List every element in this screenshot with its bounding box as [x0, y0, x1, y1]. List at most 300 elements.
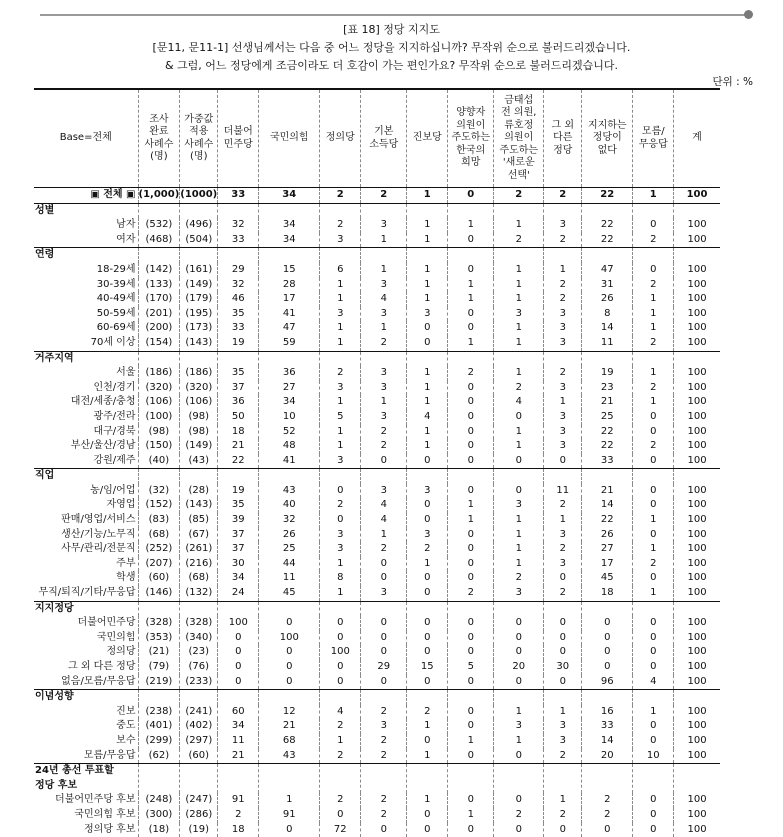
sample-count: (201)	[138, 307, 180, 322]
value-cell: 3	[361, 218, 407, 233]
empty-cell	[633, 248, 674, 263]
row-label: 더불어민주당 후보	[55, 794, 136, 806]
value-cell: 2	[218, 808, 259, 823]
empty-cell	[180, 203, 218, 218]
value-cell: 0	[259, 645, 320, 660]
value-cell: 0	[633, 454, 674, 469]
sample-count: (300)	[138, 808, 180, 823]
value-cell: 22	[582, 439, 633, 454]
value-cell: 0	[259, 675, 320, 690]
value-cell: 36	[218, 395, 259, 410]
value-cell: 3	[544, 557, 582, 572]
value-cell: 36	[259, 366, 320, 381]
empty-cell	[259, 764, 320, 794]
value-cell: 100	[674, 425, 720, 440]
empty-cell	[448, 764, 494, 794]
value-cell: 100	[674, 749, 720, 764]
value-cell: 0	[448, 793, 494, 808]
row-label: 정의당	[106, 646, 136, 658]
value-cell: 41	[259, 307, 320, 322]
weighted-count: (68)	[180, 571, 218, 586]
empty-cell	[582, 203, 633, 218]
table-row	[34, 734, 720, 749]
value-cell: 26	[259, 528, 320, 543]
empty-cell	[407, 601, 448, 616]
column-header: 더불어 민주당	[218, 89, 259, 188]
value-cell: 2	[544, 498, 582, 513]
value-cell: 3	[320, 381, 361, 396]
empty-cell	[138, 601, 180, 616]
row-label: 생산/기능/노무직	[61, 528, 136, 540]
weighted-count: (149)	[180, 278, 218, 293]
value-cell: 100	[674, 336, 720, 351]
empty-cell	[582, 469, 633, 484]
sample-count: (207)	[138, 557, 180, 572]
value-cell: 35	[218, 307, 259, 322]
value-cell: 24	[218, 586, 259, 601]
value-cell: 2	[361, 542, 407, 557]
value-cell: 11	[218, 734, 259, 749]
empty-cell	[361, 351, 407, 366]
value-cell: 33	[218, 321, 259, 336]
value-cell: 0	[218, 645, 259, 660]
value-cell: 3	[544, 381, 582, 396]
value-cell: 3	[361, 410, 407, 425]
weighted-count: (286)	[180, 808, 218, 823]
empty-cell	[633, 690, 674, 705]
table-row	[34, 454, 720, 469]
row-label: 그 외 다른 정당	[68, 661, 136, 672]
value-cell: 8	[582, 307, 633, 322]
value-cell: 0	[407, 645, 448, 660]
unit-label: 단위 : %	[712, 76, 753, 88]
sample-count: (142)	[138, 263, 180, 278]
value-cell: 100	[674, 366, 720, 381]
value-cell: 2	[320, 366, 361, 381]
column-header: 양향자 의원이 주도하는 한국의 희망	[448, 89, 494, 188]
value-cell: 0	[320, 631, 361, 646]
value-cell: 1	[494, 292, 544, 307]
value-cell: 100	[674, 616, 720, 631]
value-cell: 91	[218, 793, 259, 808]
value-cell: 100	[674, 645, 720, 660]
value-cell: 2	[633, 439, 674, 454]
weighted-count: (241)	[180, 705, 218, 720]
row-label: 더불어민주당	[77, 617, 136, 629]
table-row	[34, 513, 720, 528]
sample-count: (328)	[138, 616, 180, 631]
value-cell: 29	[218, 263, 259, 278]
value-cell: 26	[582, 528, 633, 543]
sample-count: (146)	[138, 586, 180, 601]
value-cell: 21	[582, 484, 633, 499]
weighted-count: (186)	[180, 366, 218, 381]
value-cell: 1	[633, 705, 674, 720]
value-cell: 22	[582, 233, 633, 248]
empty-cell	[138, 351, 180, 366]
weighted-count: (98)	[180, 410, 218, 425]
value-cell: 0	[259, 660, 320, 675]
group-title: 이념성향	[34, 690, 138, 705]
row-label: 대전/세종/충청	[70, 396, 136, 408]
value-cell: 1	[407, 278, 448, 293]
empty-cell	[259, 203, 320, 218]
value-cell: 100	[320, 645, 361, 660]
value-cell: 25	[582, 410, 633, 425]
row-label: 학생	[116, 572, 136, 584]
empty-cell	[218, 601, 259, 616]
value-cell: 0	[448, 188, 494, 204]
group-header-row	[34, 469, 720, 484]
value-cell: 1	[320, 734, 361, 749]
weighted-count: (19)	[180, 823, 218, 837]
sample-count: (1,000)	[138, 188, 180, 204]
value-cell: 22	[582, 218, 633, 233]
value-cell: 2	[633, 557, 674, 572]
value-cell: 100	[674, 557, 720, 572]
weighted-count: (496)	[180, 218, 218, 233]
value-cell: 29	[361, 660, 407, 675]
value-cell: 0	[361, 616, 407, 631]
value-cell: 17	[582, 557, 633, 572]
group-header-row	[34, 248, 720, 263]
value-cell: 2	[494, 808, 544, 823]
value-cell: 4	[494, 395, 544, 410]
empty-cell	[259, 351, 320, 366]
empty-cell	[674, 469, 720, 484]
value-cell: 1	[633, 395, 674, 410]
value-cell: 100	[674, 410, 720, 425]
value-cell: 0	[407, 616, 448, 631]
value-cell: 0	[448, 749, 494, 764]
value-cell: 3	[361, 307, 407, 322]
row-label: 진보	[116, 705, 136, 717]
value-cell: 30	[218, 557, 259, 572]
value-cell: 100	[674, 439, 720, 454]
value-cell: 100	[674, 808, 720, 823]
value-cell: 1	[448, 218, 494, 233]
sample-count: (252)	[138, 542, 180, 557]
sample-count: (152)	[138, 498, 180, 513]
value-cell: 22	[582, 425, 633, 440]
value-cell: 3	[407, 307, 448, 322]
value-cell: 1	[494, 278, 544, 293]
row-label: 40-49세	[96, 293, 136, 305]
empty-cell	[494, 469, 544, 484]
value-cell: 100	[674, 571, 720, 586]
value-cell: 0	[544, 645, 582, 660]
empty-cell	[320, 203, 361, 218]
empty-cell	[544, 469, 582, 484]
empty-cell	[582, 690, 633, 705]
value-cell: 1	[407, 292, 448, 307]
column-header: 모름/ 무응답	[633, 89, 674, 188]
table-row	[34, 498, 720, 513]
value-cell: 19	[218, 336, 259, 351]
value-cell: 15	[259, 263, 320, 278]
value-cell: 47	[259, 321, 320, 336]
value-cell: 1	[544, 513, 582, 528]
weighted-count: (28)	[180, 484, 218, 499]
value-cell: 3	[544, 425, 582, 440]
value-cell: 1	[361, 233, 407, 248]
value-cell: 45	[259, 586, 320, 601]
value-cell: 0	[544, 823, 582, 837]
value-cell: 0	[544, 616, 582, 631]
value-cell: 0	[448, 307, 494, 322]
weighted-count: (179)	[180, 292, 218, 307]
empty-cell	[180, 764, 218, 794]
value-cell: 2	[494, 571, 544, 586]
value-cell: 1	[448, 292, 494, 307]
value-cell: 3	[361, 719, 407, 734]
weighted-count: (76)	[180, 660, 218, 675]
empty-cell	[448, 601, 494, 616]
table-row	[34, 410, 720, 425]
value-cell: 100	[674, 454, 720, 469]
sample-count: (154)	[138, 336, 180, 351]
empty-cell	[494, 764, 544, 794]
value-cell: 2	[361, 793, 407, 808]
column-header: 진보당	[407, 89, 448, 188]
value-cell: 100	[674, 395, 720, 410]
row-label: 70세 이상	[90, 336, 136, 348]
value-cell: 2	[544, 366, 582, 381]
sample-count: (133)	[138, 278, 180, 293]
value-cell: 3	[361, 366, 407, 381]
column-header: 정의당	[320, 89, 361, 188]
value-cell: 1	[494, 542, 544, 557]
value-cell: 33	[582, 719, 633, 734]
value-cell: 100	[674, 513, 720, 528]
value-cell: 0	[544, 571, 582, 586]
value-cell: 3	[361, 586, 407, 601]
value-cell: 1	[320, 336, 361, 351]
value-cell: 43	[259, 484, 320, 499]
row-label: 주부	[116, 557, 136, 569]
value-cell: 1	[448, 513, 494, 528]
value-cell: 1	[494, 513, 544, 528]
empty-cell	[180, 690, 218, 705]
value-cell: 48	[259, 439, 320, 454]
value-cell: 0	[448, 233, 494, 248]
value-cell: 1	[361, 395, 407, 410]
row-label: 서울	[116, 367, 136, 379]
row-label: 농/임/어업	[90, 484, 136, 496]
value-cell: 33	[218, 188, 259, 204]
value-cell: 1	[407, 749, 448, 764]
value-cell: 2	[448, 586, 494, 601]
empty-cell	[494, 690, 544, 705]
weighted-count: (67)	[180, 528, 218, 543]
empty-cell	[674, 764, 720, 794]
value-cell: 2	[633, 336, 674, 351]
table-row	[34, 749, 720, 764]
table-title: [표 18] 정당 지지도	[343, 23, 440, 36]
row-label: 자영업	[106, 499, 136, 511]
value-cell: 1	[407, 719, 448, 734]
value-cell: 0	[633, 218, 674, 233]
row-label: 모름/무응답	[83, 749, 136, 761]
value-cell: 35	[218, 498, 259, 513]
value-cell: 3	[544, 321, 582, 336]
value-cell: 1	[407, 263, 448, 278]
value-cell: 0	[633, 263, 674, 278]
value-cell: 2	[544, 233, 582, 248]
empty-cell	[138, 690, 180, 705]
value-cell: 5	[448, 660, 494, 675]
empty-cell	[407, 690, 448, 705]
column-header: 가중값 적용 사례수 (명)	[180, 89, 218, 188]
value-cell: 21	[582, 395, 633, 410]
value-cell: 1	[407, 233, 448, 248]
table-row	[34, 484, 720, 499]
value-cell: 2	[544, 278, 582, 293]
value-cell: 50	[218, 410, 259, 425]
group-header-row	[34, 601, 720, 616]
empty-cell	[259, 690, 320, 705]
table-row	[34, 542, 720, 557]
empty-cell	[448, 690, 494, 705]
empty-cell	[361, 690, 407, 705]
value-cell: 18	[218, 823, 259, 837]
value-cell: 2	[544, 188, 582, 204]
value-cell: 4	[633, 675, 674, 690]
value-cell: 0	[494, 454, 544, 469]
sample-count: (248)	[138, 793, 180, 808]
value-cell: 1	[361, 528, 407, 543]
value-cell: 0	[361, 571, 407, 586]
empty-cell	[138, 469, 180, 484]
value-cell: 2	[544, 808, 582, 823]
value-cell: 1	[544, 263, 582, 278]
value-cell: 1	[633, 321, 674, 336]
row-label: 광주/전라	[93, 410, 136, 422]
sample-count: (353)	[138, 631, 180, 646]
value-cell: 4	[361, 292, 407, 307]
row-label: 대구/경북	[93, 425, 136, 437]
empty-cell	[544, 203, 582, 218]
value-cell: 1	[320, 321, 361, 336]
value-cell: 2	[582, 793, 633, 808]
weighted-count: (195)	[180, 307, 218, 322]
sample-count: (299)	[138, 734, 180, 749]
row-label: 인천/경기	[93, 381, 136, 393]
row-label: 정의당 후보	[84, 823, 136, 835]
value-cell: 1	[448, 808, 494, 823]
value-cell: 0	[320, 660, 361, 675]
group-header-row	[34, 351, 720, 366]
value-cell: 31	[582, 278, 633, 293]
empty-cell	[674, 351, 720, 366]
table-row	[34, 645, 720, 660]
value-cell: 100	[674, 734, 720, 749]
value-cell: 46	[218, 292, 259, 307]
value-cell: 100	[674, 381, 720, 396]
value-cell: 2	[320, 793, 361, 808]
sample-count: (150)	[138, 439, 180, 454]
value-cell: 3	[407, 484, 448, 499]
value-cell: 0	[494, 484, 544, 499]
value-cell: 60	[218, 705, 259, 720]
value-cell: 0	[361, 823, 407, 837]
value-cell: 2	[320, 498, 361, 513]
weighted-count: (106)	[180, 395, 218, 410]
value-cell: 100	[674, 542, 720, 557]
value-cell: 1	[494, 218, 544, 233]
value-cell: 0	[407, 571, 448, 586]
weighted-count: (132)	[180, 586, 218, 601]
weighted-count: (143)	[180, 498, 218, 513]
value-cell: 1	[633, 513, 674, 528]
header-row	[34, 89, 720, 188]
value-cell: 2	[544, 586, 582, 601]
table-row	[34, 263, 720, 278]
value-cell: 0	[361, 645, 407, 660]
value-cell: 3	[494, 498, 544, 513]
empty-cell	[320, 764, 361, 794]
group-title: 지지정당	[34, 601, 138, 616]
sample-count: (532)	[138, 218, 180, 233]
value-cell: 0	[582, 631, 633, 646]
value-cell: 0	[218, 660, 259, 675]
value-cell: 1	[448, 734, 494, 749]
value-cell: 45	[582, 571, 633, 586]
value-cell: 2	[320, 719, 361, 734]
empty-cell	[582, 601, 633, 616]
value-cell: 0	[448, 484, 494, 499]
value-cell: 0	[448, 557, 494, 572]
value-cell: 0	[320, 484, 361, 499]
value-cell: 0	[633, 734, 674, 749]
value-cell: 100	[674, 705, 720, 720]
table-row	[34, 675, 720, 690]
row-label: 강원/제주	[93, 454, 136, 466]
value-cell: 0	[633, 571, 674, 586]
empty-cell	[407, 203, 448, 218]
value-cell: 0	[259, 823, 320, 837]
value-cell: 1	[633, 366, 674, 381]
value-cell: 1	[494, 557, 544, 572]
value-cell: 12	[259, 705, 320, 720]
value-cell: 0	[494, 823, 544, 837]
value-cell: 3	[320, 233, 361, 248]
table-row	[34, 278, 720, 293]
group-title: 24년 총선 투표할 정당 후보	[34, 764, 138, 794]
value-cell: 22	[218, 454, 259, 469]
sample-count: (21)	[138, 645, 180, 660]
value-cell: 33	[582, 454, 633, 469]
weighted-count: (23)	[180, 645, 218, 660]
empty-cell	[407, 469, 448, 484]
value-cell: 41	[259, 454, 320, 469]
group-title: 연령	[34, 248, 138, 263]
empty-cell	[544, 690, 582, 705]
value-cell: 0	[448, 410, 494, 425]
weighted-count: (340)	[180, 631, 218, 646]
value-cell: 27	[259, 381, 320, 396]
weighted-count: (247)	[180, 793, 218, 808]
value-cell: 4	[320, 705, 361, 720]
weighted-count: (504)	[180, 233, 218, 248]
empty-cell	[320, 601, 361, 616]
weighted-count: (328)	[180, 616, 218, 631]
table-row	[34, 719, 720, 734]
value-cell: 0	[320, 808, 361, 823]
table-row	[34, 808, 720, 823]
empty-cell	[448, 351, 494, 366]
value-cell: 3	[544, 734, 582, 749]
